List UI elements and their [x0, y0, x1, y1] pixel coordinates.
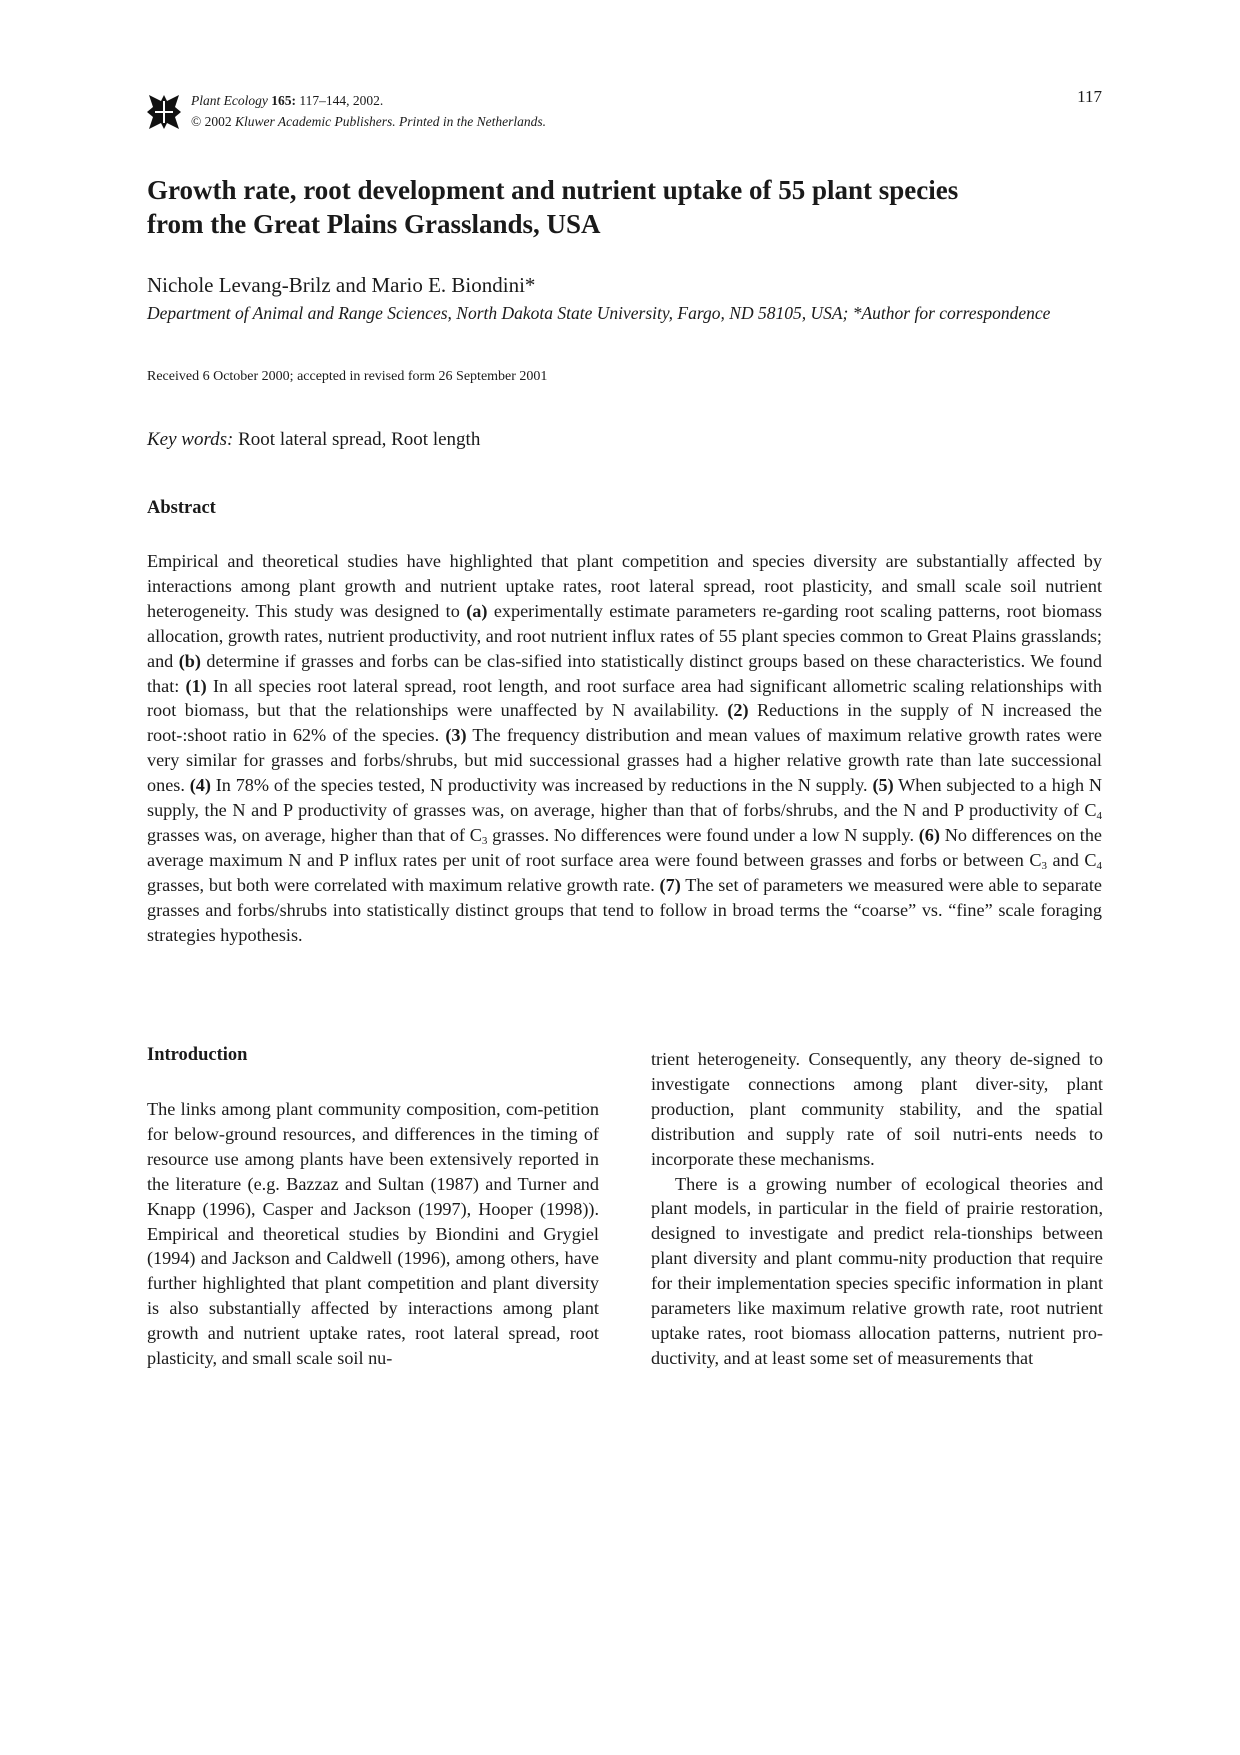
copyright-symbol: © — [191, 114, 202, 129]
abstract-text: grasses, but both were correlated with maximum relative growth rate. — [147, 874, 660, 895]
subscript: 4 — [1096, 810, 1102, 823]
keywords-label: Key words: — [147, 429, 234, 450]
intro-paragraph: trient heterogeneity. Consequently, any theory de-signed to investigate connections among plant diver-sity, plant production, plant community stability, and the spatial distribution and supply rate of soil nutri-ents needs to incorporate these mechanisms. — [651, 1049, 1103, 1169]
abstract-marker: (1) — [185, 675, 207, 696]
abstract-text: No differences on the average maximum N and P influx rates per unit of root surface area were found between grasses and forbs or between C — [147, 824, 1102, 870]
publisher-logo-icon — [147, 93, 181, 131]
abstract-text: In all species root lateral spread, root length, and root surface area had significant allometric scaling relationships with root biomass, but that the relationships were unaffected by N availability. — [147, 675, 1102, 721]
authors: Nichole Levang-Brilz and Mario E. Biondini* — [147, 273, 536, 297]
subscript: 3 — [1041, 859, 1047, 872]
abstract-marker: (6) — [918, 824, 940, 845]
abstract-marker: (5) — [872, 775, 894, 796]
intro-paragraph: There is a growing number of ecological theories and plant models, in particular in the field of prairie restoration, designed to investigate and predict rela-tionships between plant diversity and plant commu-nity production that require for their implementation species specific information in plant parameters like maximum relative growth rate, root nutrient uptake rates, root biomass allocation patterns, nutrient pro-ductivity, and at least some set of measurements that — [651, 1173, 1103, 1368]
abstract-text: The frequency distribution and mean values of maximum relative growth rates were very similar for grasses and forbs/shrubs, but mid successional grasses had a higher relative growth rate than late successional ones. — [147, 725, 1102, 796]
abstract-text: determine if grasses and forbs can be clas-sified into statistically distinct groups based on these characteristics. We found that: — [147, 650, 1102, 696]
abstract-text: grasses. No differences were found under a low N supply. — [487, 824, 919, 845]
affiliation: Department of Animal and Range Sciences, North Dakota State University, Fargo, ND 58105, USA; *Author for correspondence — [147, 303, 1051, 323]
abstract-marker: (4) — [189, 775, 211, 796]
journal-citation — [191, 90, 546, 132]
abstract-marker: (a) — [466, 600, 488, 621]
abstract-text: and C — [1047, 849, 1097, 870]
subscript: 4 — [1096, 859, 1102, 872]
page-number: 117 — [1077, 87, 1102, 106]
journal-volume: 165: — [271, 93, 296, 108]
keywords-list: Root lateral spread, Root length — [238, 429, 481, 450]
received-dates: Received 6 October 2000; accepted in revised form 26 September 2001 — [147, 369, 548, 384]
introduction-heading: Introduction — [147, 1045, 248, 1065]
copyright-year: 2002 — [204, 114, 232, 129]
title-line-2: from the Great Plains Grasslands, USA — [147, 209, 601, 239]
abstract-text: Reductions in the supply of N increased the root-:shoot ratio in 62% of the species. — [147, 700, 1102, 746]
subscript: 3 — [481, 834, 488, 847]
publisher: Kluwer Academic Publishers. Printed in the Netherlands. — [235, 114, 546, 129]
abstract-text: grasses was, on average, higher than that of C — [147, 824, 482, 845]
abstract-text: Empirical and theoretical studies have highlighted that plant competition and species diversity are substantially affected by interactions among plant growth and nutrient uptake rates, root lateral spread, root plasticity, and small scale soil nutrient heterogeneity. This study was designed to — [147, 551, 1102, 621]
abstract-text: The set of parameters we measured were able to separate grasses and forbs/shrubs into statistically distinct groups that tend to follow in broad terms the “coarse” vs. “fine” scale foraging strategies hypothesis. — [147, 874, 1102, 945]
intro-paragraph: The links among plant community composition, com-petition for below-ground resources, and differences in the timing of resource use among plants have been extensively reported in the literature (e.g. Bazzaz and Sultan (1987) and Turner and Knapp (1996), Casper and Jackson (1997), Hooper (1998)). Empirical and theoretical studies by Biondini and Grygiel (1994) and Jackson and Caldwell (1996), among others, have further highlighted that plant competition and plant diversity is also substantially affected by interactions among plant growth and nutrient uptake rates, root lateral spread, root plasticity, and small scale soil nu- — [147, 1099, 599, 1369]
keywords — [147, 429, 480, 451]
article-title — [147, 173, 1107, 241]
journal-pages: 117–144, 2002. — [299, 93, 384, 108]
abstract-text: experimentally estimate parameters re-garding root scaling patterns, root biomass allocation, growth rates, nutrient productivity, and root nutrient influx rates of 55 plant species common to Great Plains grasslands; and — [147, 600, 1103, 671]
abstract-marker: (2) — [727, 700, 749, 721]
page-header — [147, 87, 1102, 134]
abstract-body — [147, 549, 1102, 948]
abstract-marker: (3) — [445, 725, 467, 746]
abstract-marker: (7) — [659, 874, 681, 895]
abstract-marker: (b) — [178, 650, 201, 671]
abstract-text: When subjected to a high N supply, the N and P productivity of grasses was, on average, higher than that of forbs/shrubs, and the N and P productivity of C — [147, 775, 1103, 821]
journal-line — [191, 90, 546, 111]
abstract-text: In 78% of the species tested, N productivity was increased by reductions in the N supply. — [210, 775, 873, 796]
right-column — [651, 1047, 1103, 1371]
abstract-heading: Abstract — [147, 498, 216, 518]
title-line-1: Growth rate, root development and nutrient uptake of 55 plant species — [147, 175, 959, 205]
journal-name: Plant Ecology — [191, 93, 268, 108]
left-column — [147, 1097, 599, 1371]
copyright-line — [191, 111, 546, 132]
